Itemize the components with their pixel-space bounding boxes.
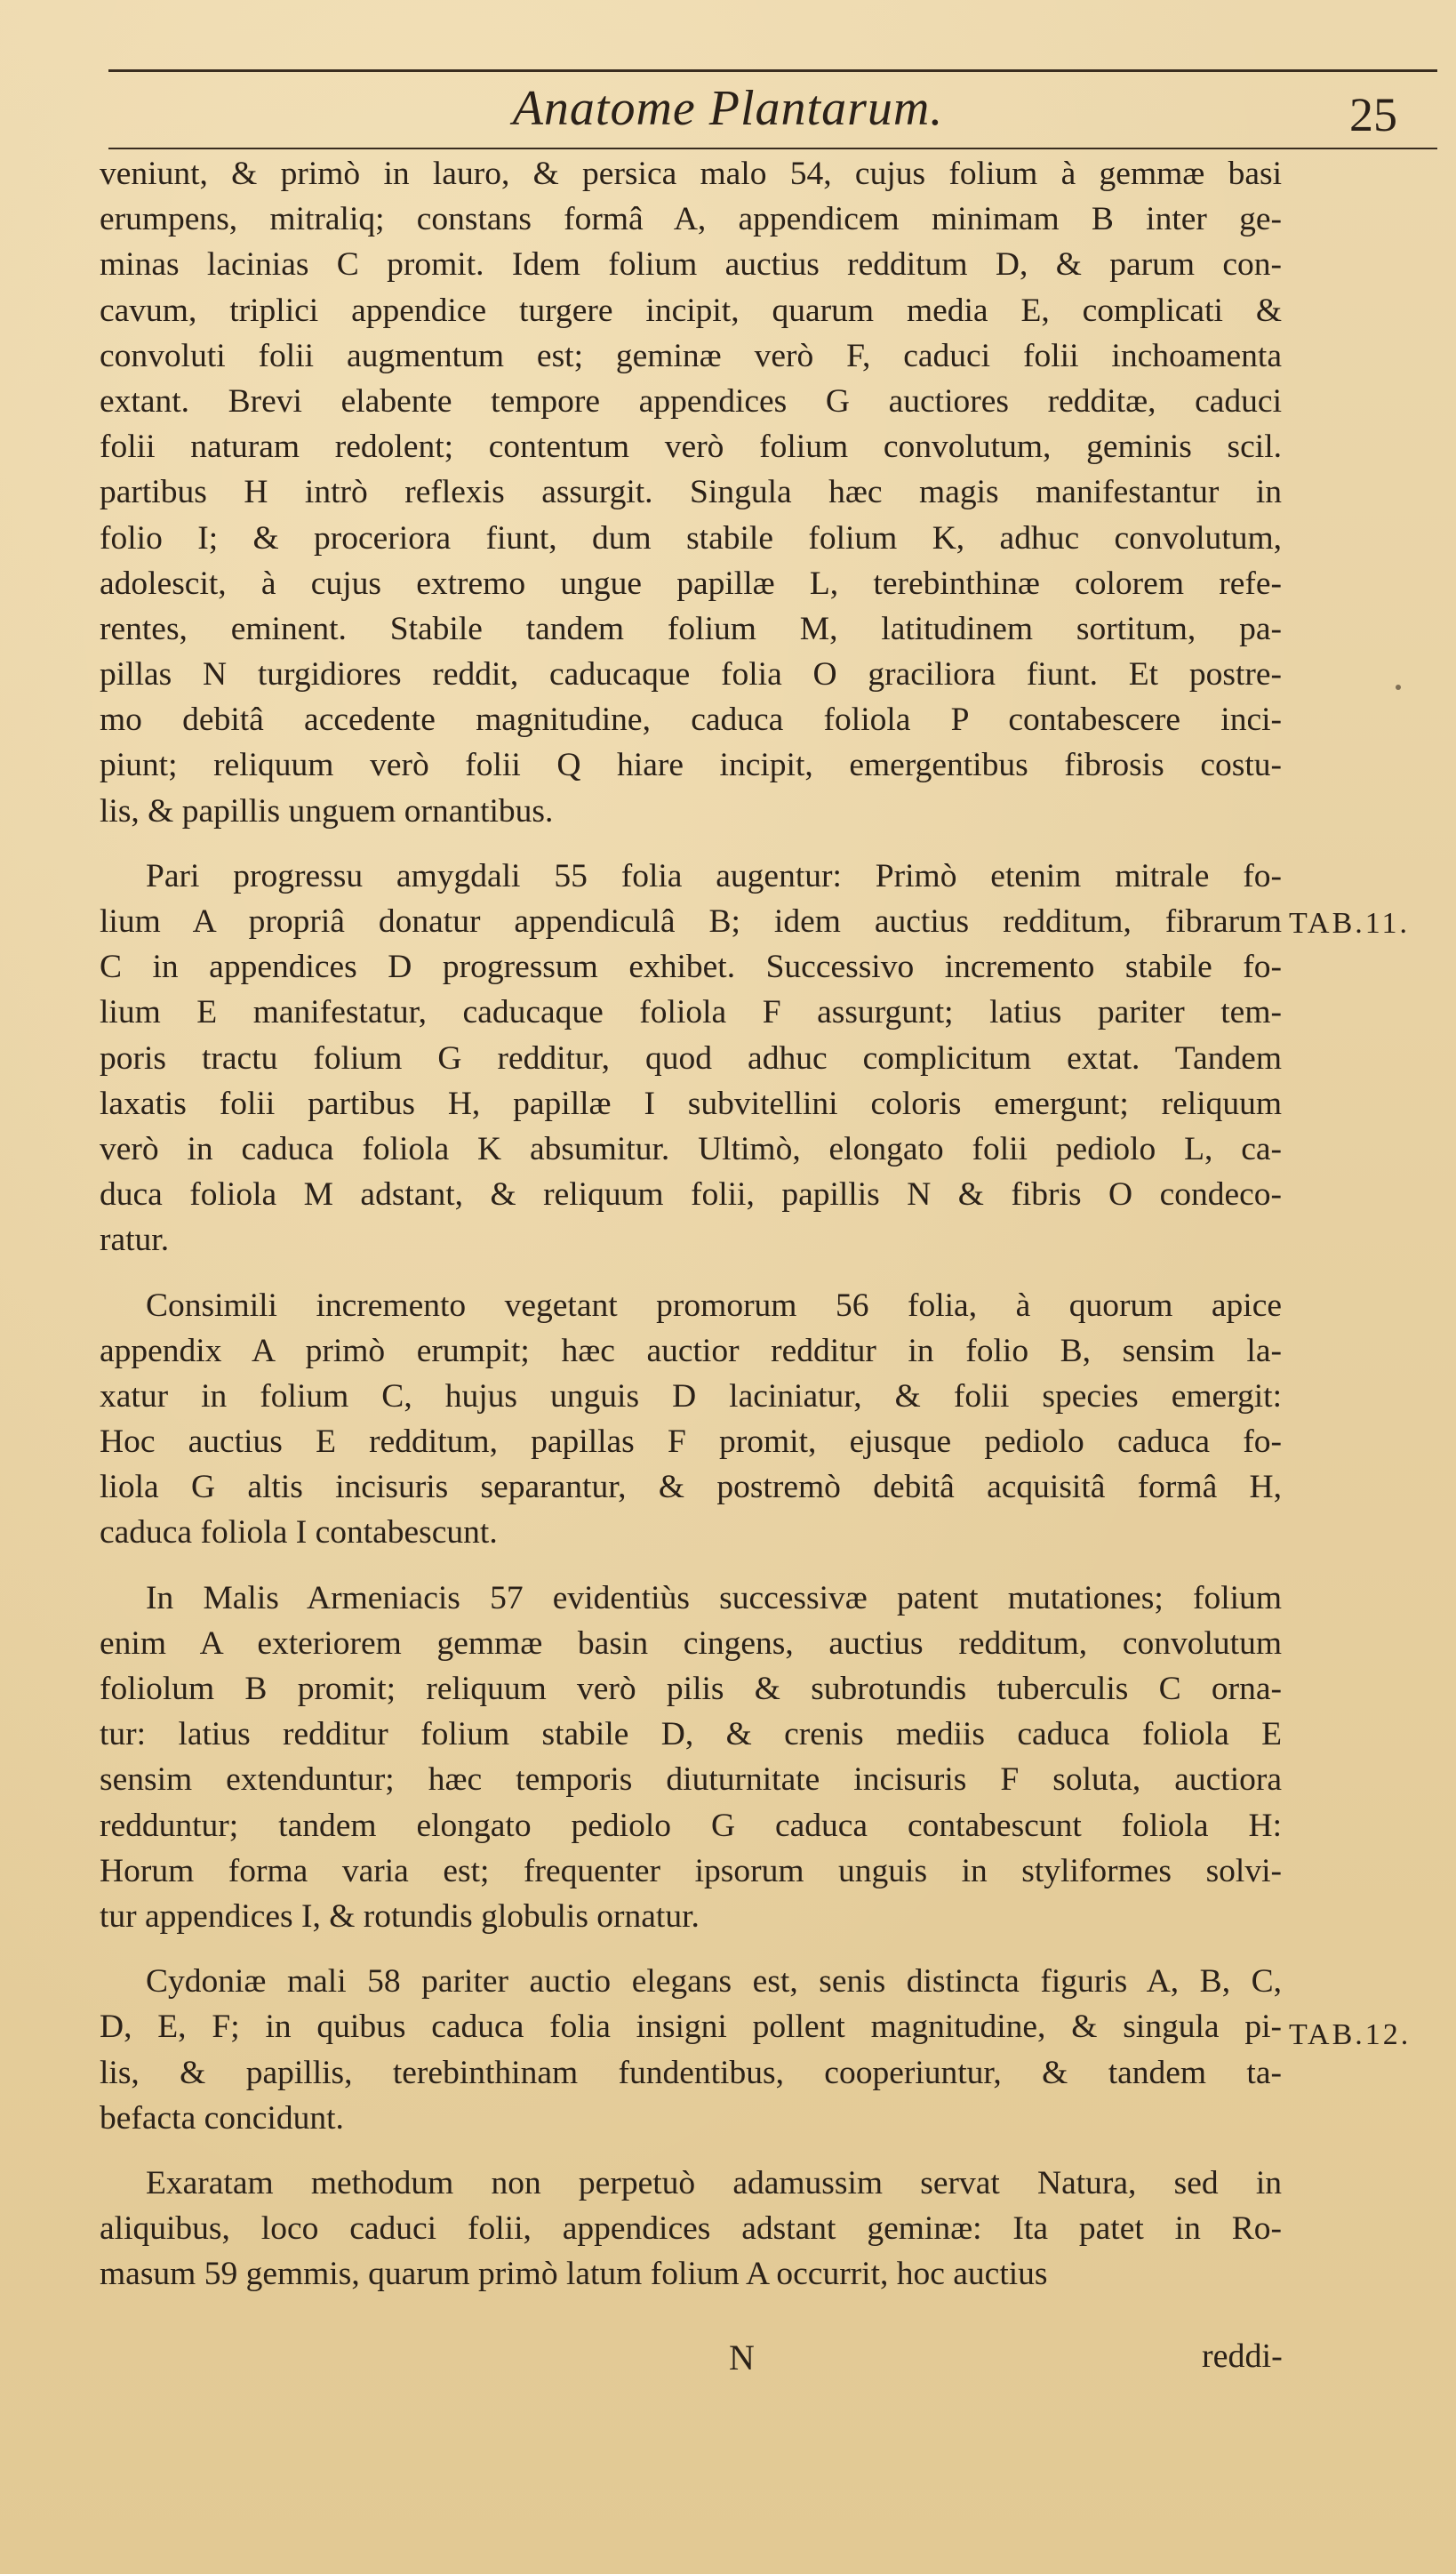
text-line: folio I; & proceriora fiunt, dum stabile folium K, adhuc convolutum, <box>100 519 1282 557</box>
text-line: lis, & papillis unguem ornantibus. <box>100 792 554 830</box>
text-line: poris tractu folium G redditur, quod adhuc complicitum extat. Tandem <box>100 1039 1282 1077</box>
text-line: erumpens, mitraliq; constans formâ A, appendicem minimam B inter ge- <box>100 201 1282 238</box>
text-line: tur appendices I, & rotundis globulis ornatur. <box>100 1897 700 1935</box>
page-number: 25 <box>1349 88 1397 141</box>
text-line: lis, & papillis, terebinthinam fundentibus, cooperiuntur, & tandem ta- <box>100 2054 1282 2091</box>
text-line: veniunt, & primò in lauro, & persica malo 54, cujus folium à gemmæ basi <box>100 156 1282 192</box>
text-line: partibus H intrò reflexis assurgit. Singula hæc magis manifestantur in <box>100 474 1282 511</box>
top-rule <box>108 69 1437 72</box>
text-line: foliolum B promit; reliquum verò pilis & subrotundis tuberculis C orna- <box>100 1671 1282 1707</box>
paragraph <box>100 151 1282 834</box>
text-line: enim A exteriorem gemmæ basin cingens, auctius redditum, convolutum <box>100 1624 1282 1662</box>
text-line: befacta concidunt. <box>100 2099 344 2137</box>
running-title: Anatome Plantarum. <box>512 81 944 136</box>
body-text <box>100 151 1282 2297</box>
header-rule <box>108 148 1437 149</box>
text-line: redduntur; tandem elongato pediolo G caduca contabescunt foliola H: <box>100 1807 1282 1844</box>
text-line: Exaratam methodum non perpetuò adamussim servat Natura, sed in <box>146 2164 1282 2201</box>
text-line: duca foliola M adstant, & reliquum folii, papillis N & fibris O condeco- <box>100 1176 1282 1214</box>
text-line: rentes, eminent. Stabile tandem folium M, latitudinem sortitum, pa- <box>100 610 1282 647</box>
signature-mark: N <box>729 2337 755 2378</box>
text-line: caduca foliola I contabescunt. <box>100 1514 498 1552</box>
text-line: appendix A primò erumpit; hæc auctior redditur in folio B, sensim la- <box>100 1332 1282 1369</box>
text-line: convoluti folii augmentum est; geminæ verò F, caduci folii inchoamenta <box>100 337 1282 374</box>
text-line: ratur. <box>100 1222 170 1259</box>
margin-note-tab-11: TAB.11. <box>1289 907 1411 940</box>
text-line: pillas N turgidiores reddit, caducaque folia O graciliora fiunt. Et postre- <box>100 656 1282 694</box>
paragraph <box>100 1959 1282 2141</box>
ink-speck <box>1396 685 1401 690</box>
text-line: verò in caduca foliola K absumitur. Ultimò, elongato folii pediolo L, ca- <box>100 1130 1282 1167</box>
text-line: lium A propriâ donatur appendiculâ B; idem auctius redditum, fibrarum <box>100 903 1282 940</box>
text-line: masum 59 gemmis, quarum primò latum folium A occurrit, hoc auctius <box>100 2256 1048 2293</box>
text-line: minas lacinias C promit. Idem folium auctius redditum D, & parum con- <box>100 246 1282 284</box>
text-line: sensim extenduntur; hæc temporis diuturnitate incisuris F soluta, auctiora <box>100 1761 1282 1799</box>
paragraph <box>100 1283 1282 1556</box>
text-line: In Malis Armeniacis 57 evidentiùs successivæ patent mutationes; folium <box>146 1579 1282 1616</box>
paragraph-gap <box>100 1939 1282 1959</box>
catchword: reddi- <box>1202 2337 1283 2375</box>
paragraph <box>100 2161 1282 2297</box>
text-line: Consimili incremento vegetant promorum 56 folia, à quorum apice <box>146 1287 1282 1324</box>
paragraph <box>100 1576 1282 1940</box>
text-line: Horum forma varia est; frequenter ipsorum unguis in styliformes solvi- <box>100 1852 1282 1889</box>
text-line: mo debitâ accedente magnitudine, caduca foliola P contabescere inci- <box>100 702 1282 739</box>
text-line: lium E manifestatur, caducaque foliola F assurgunt; latius pariter tem- <box>100 994 1282 1031</box>
text-line: liola G altis incisuris separantur, & postremò debitâ acquisitâ formâ H, <box>100 1469 1282 1506</box>
paragraph-gap <box>100 2141 1282 2161</box>
text-line: extant. Brevi elabente tempore appendices G auctiores redditæ, caduci <box>100 382 1282 420</box>
text-line: laxatis folii partibus H, papillæ I subvitellini coloris emergunt; reliquum <box>100 1085 1282 1122</box>
text-line: folii naturam redolent; contentum verò folium convolutum, geminis scil. <box>100 429 1282 466</box>
margin-note-tab-12: TAB.12. <box>1289 2018 1412 2051</box>
text-line: C in appendices D progressum exhibet. Successivo incremento stabile fo- <box>100 949 1282 986</box>
text-line: D, E, F; in quibus caduca folia insigni pollent magnitudine, & singula pi- <box>100 2009 1282 2046</box>
text-line: Hoc auctius E redditum, papillas F promit, ejusque pediolo caduca fo- <box>100 1423 1282 1461</box>
paragraph <box>100 854 1282 1263</box>
text-line: aliquibus, loco caduci folii, appendices adstant geminæ: Ita patet in Ro- <box>100 2210 1282 2248</box>
text-line: tur: latius redditur folium stabile D, & crenis mediis caduca foliola E <box>100 1716 1282 1753</box>
text-line: xatur in folium C, hujus unguis D laciniatur, & folii species emergit: <box>100 1377 1282 1415</box>
paragraph-gap <box>100 834 1282 854</box>
text-line: adolescit, à cujus extremo ungue papillæ L, terebinthinæ colorem refe- <box>100 565 1282 602</box>
text-line: piunt; reliquum verò folii Q hiare incipit, emergentibus fibrosis costu- <box>100 747 1282 784</box>
text-line: Pari progressu amygdali 55 folia augentur: Primò etenim mitrale fo- <box>146 857 1282 894</box>
text-line: Cydoniæ mali 58 pariter auctio elegans est, senis distincta figuris A, B, C, <box>146 1963 1282 2001</box>
paragraph-gap <box>100 1556 1282 1576</box>
paragraph-gap <box>100 1263 1282 1283</box>
text-line: cavum, triplici appendice turgere incipit, quarum media E, complicati & <box>100 292 1282 329</box>
